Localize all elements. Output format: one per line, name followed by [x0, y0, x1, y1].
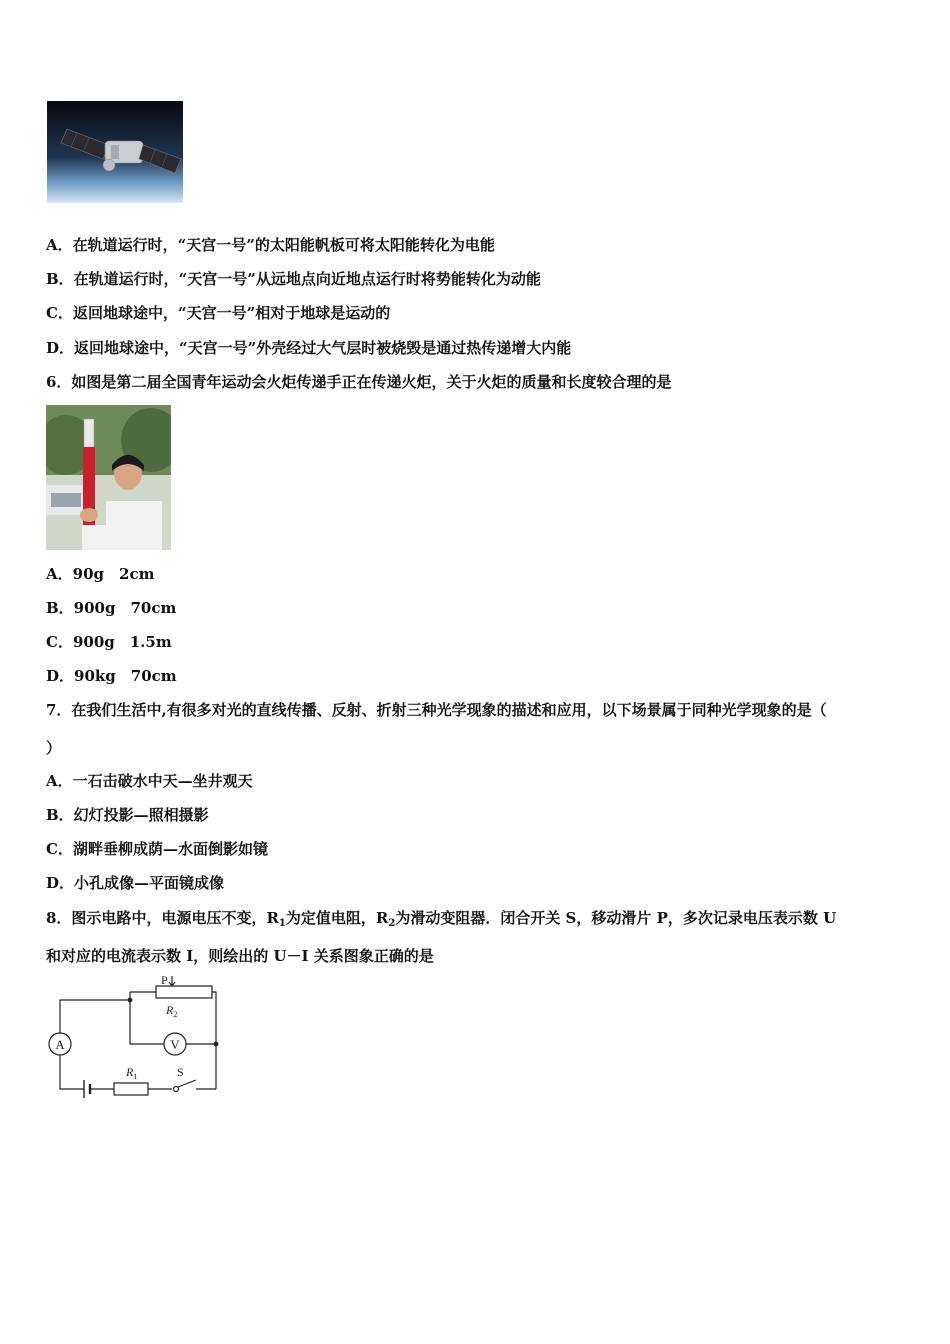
switch-icon: [174, 1087, 179, 1092]
q5-option-a: A．在轨道运行时，“天宫一号”的太阳能帆板可将太阳能转化为电能: [46, 236, 495, 254]
q6-option-d: D．90kg 70cm: [46, 667, 177, 685]
q7-stem-line2: ）: [46, 739, 62, 757]
q7-option-b: B．幻灯投影—照相摄影: [46, 806, 209, 824]
q5-option-d: D．返回地球途中，“天宫一号”外壳经过大气层时被烧毁是通过热传递增大内能: [46, 339, 572, 357]
q8-stem-line2: 和对应的电流表示数 I，则绘出的 U－I 关系图象正确的是: [46, 947, 434, 965]
rheostat-r2-icon: [156, 986, 212, 998]
resistor-r1-icon: [114, 1083, 148, 1095]
q6-stem: 6．如图是第二届全国青年运动会火炬传递手正在传递火炬，关于火炬的质量和长度较合理的是: [46, 373, 672, 391]
q5-option-b: B．在轨道运行时，“天宫一号”从远地点向近地点运行时将势能转化为动能: [46, 270, 541, 288]
voltmeter-label: V: [170, 1037, 180, 1052]
q5-option-c: C．返回地球途中，“天宫一号”相对于地球是运动的: [46, 304, 391, 322]
q6-option-b: B．900g 70cm: [46, 599, 177, 617]
q6-option-c: C．900g 1.5m: [46, 633, 172, 651]
r1-label: $R_1$: [126, 1065, 138, 1081]
switch-label: S: [177, 1065, 184, 1079]
q7-option-d: D．小孔成像—平面镜成像: [46, 874, 225, 892]
q6-option-a: A．90g 2cm: [46, 565, 155, 583]
q7-option-a: A．一石击破水中天—坐井观天: [46, 772, 253, 790]
torch-bearer-image: [46, 405, 171, 550]
q7-stem-line1: 7．在我们生活中,有很多对光的直线传播、反射、折射三种光学现象的描述和应用，以下场景属于同种光学现象的是（: [46, 701, 827, 719]
slider-p-label: P: [161, 974, 168, 987]
q8-stem-line1: 8．图示电路中，电源电压不变，$R_1$为定值电阻，$R_2$为滑动变阻器．闭合开关 S，移动滑片 P，多次记录电压表示数 U: [46, 909, 837, 929]
space-station-image: [47, 101, 183, 203]
r2-label: $R_2$: [166, 1003, 178, 1019]
q7-option-c: C．湖畔垂柳成荫—水面倒影如镜: [46, 840, 268, 858]
circuit-diagram: [44, 974, 224, 1104]
ammeter-label: A: [55, 1037, 65, 1052]
